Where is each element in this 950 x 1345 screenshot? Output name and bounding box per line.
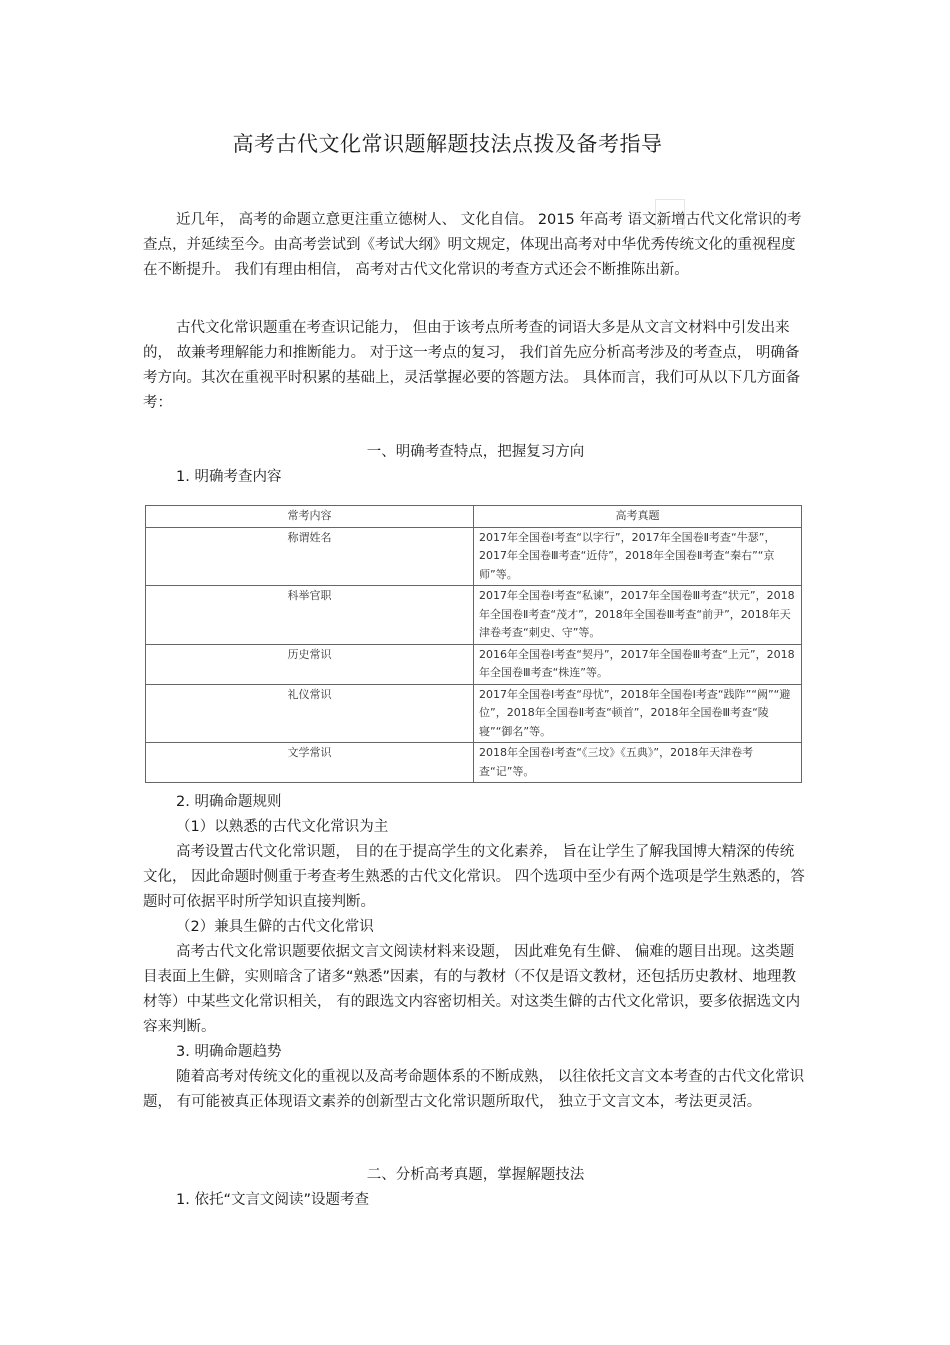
table-cell-category: 历史常识 bbox=[146, 644, 474, 684]
table-cell-examples: 2016年全国卷Ⅰ考查“契丹”，2017年全国卷Ⅲ考查“上元”，2018年全国卷Ⅲ考查“株连”等。 bbox=[474, 644, 802, 684]
table-cell-category: 科举官职 bbox=[146, 586, 474, 645]
table-row bbox=[146, 684, 802, 743]
table-cell-examples: 2017年全国卷Ⅰ考查“私谏”，2017年全国卷Ⅲ考查“状元”，2018年全国卷Ⅱ考查“茂才”，2018年全国卷Ⅲ考查“前尹”，2018年天津卷考查“刺史、守”等。 bbox=[474, 586, 802, 645]
table-row bbox=[146, 586, 802, 645]
table-header-cell: 常考内容 bbox=[146, 506, 474, 528]
table-cell-category: 称谓姓名 bbox=[146, 527, 474, 586]
rule-1-heading: （1）以熟悉的古代文化常识为主 bbox=[176, 819, 389, 835]
table-header-row bbox=[146, 506, 802, 528]
rule-2-paragraph: 高考古代文化常识题要依据文言文阅读材料来设题， 因此难免有生僻、 偏难的题目出现。这类题目表面上生僻，实则暗含了诸多“熟悉”因素，有的与教材（不仅是语文教材，还包括历史教材、地理教材等）中某些文化常识相关， 有的跟选文内容密切相关。对这类生僻的古代文化常识，要多依据选文内容来判断。 bbox=[143, 944, 801, 1035]
table-header-cell: 高考真题 bbox=[474, 506, 802, 528]
table-row bbox=[146, 527, 802, 586]
subsection-2-heading: 2. 明确命题规则 bbox=[176, 794, 282, 810]
section-2-subsection-1-heading: 1. 依托“文言文阅读”设题考查 bbox=[176, 1192, 369, 1208]
table-cell-category: 文学常识 bbox=[146, 743, 474, 783]
table-cell-examples: 2017年全国卷Ⅰ考查“母忧”，2018年全国卷Ⅰ考查“践阼”“阙”“避位”，2018年全国卷Ⅱ考查“顿首”，2018年全国卷Ⅲ考查“陵寝”“御名”等。 bbox=[474, 684, 802, 743]
table-row bbox=[146, 743, 802, 783]
section-2-heading: 二、分析高考真题，掌握解题技法 bbox=[366, 1167, 585, 1183]
section-1-heading: 一、明确考查特点，把握复习方向 bbox=[366, 444, 585, 460]
subsection-3-heading: 3. 明确命题趋势 bbox=[176, 1044, 282, 1060]
table-cell-category: 礼仪常识 bbox=[146, 684, 474, 743]
table-cell-examples: 2018年全国卷Ⅰ考查“《三坟》《五典》”，2018年天津卷考查“记”等。 bbox=[474, 743, 802, 783]
intro-paragraph-2: 古代文化常识题重在考查识记能力， 但由于该考点所考查的词语大多是从文言文材料中引发出来的， 故兼考理解能力和推断能力。 对于这一考点的复习， 我们首先应分析高考涉及的考查点， 明确备考方向。其次在重视平时积累的基础上，灵活掌握必要的答题方法。 具体而言，我们可从以下几方面备考： bbox=[143, 320, 801, 411]
rule-2-heading: （2）兼具生僻的古代文化常识 bbox=[176, 919, 374, 935]
intro-paragraph-1: 近几年， 高考的命题立意更注重立德树人、 文化自信。 2015 年高考 语文新增古代文化常识的考查点，并延续至今。由高考尝试到《考试大纲》明文规定，体现出高考对中华优秀传统文化的重视程度在不断提升。 我们有理由相信， 高考对古代文化常识的考查方式还会不断推陈出新。 bbox=[143, 212, 802, 278]
exam-content-table bbox=[145, 505, 802, 783]
table-row bbox=[146, 644, 802, 684]
document-title: 高考古代文化常识题解题技法点拨及备考指导 bbox=[232, 132, 663, 156]
trend-paragraph: 随着高考对传统文化的重视以及高考命题体系的不断成熟， 以往依托文言文本考查的古代文化常识题， 有可能被真正体现语文素养的创新型古文化常识题所取代， 独立于文言文本，考法更灵活。 bbox=[143, 1069, 805, 1110]
subsection-1-heading: 1. 明确考查内容 bbox=[176, 469, 282, 485]
table-cell-examples: 2017年全国卷Ⅰ考查“以字行”，2017年全国卷Ⅱ考查“牛瑟”，2017年全国卷Ⅲ考查“近侍”，2018年全国卷Ⅱ考查“秦右”“京师”等。 bbox=[474, 527, 802, 586]
rule-1-paragraph: 高考设置古代文化常识题， 目的在于提高学生的文化素养， 旨在让学生了解我国博大精深的传统文化， 因此命题时侧重于考查考生熟悉的古代文化常识。 四个选项中至少有两个选项是学生熟悉的，答题时可依据平时所学知识直接判断。 bbox=[143, 844, 805, 910]
